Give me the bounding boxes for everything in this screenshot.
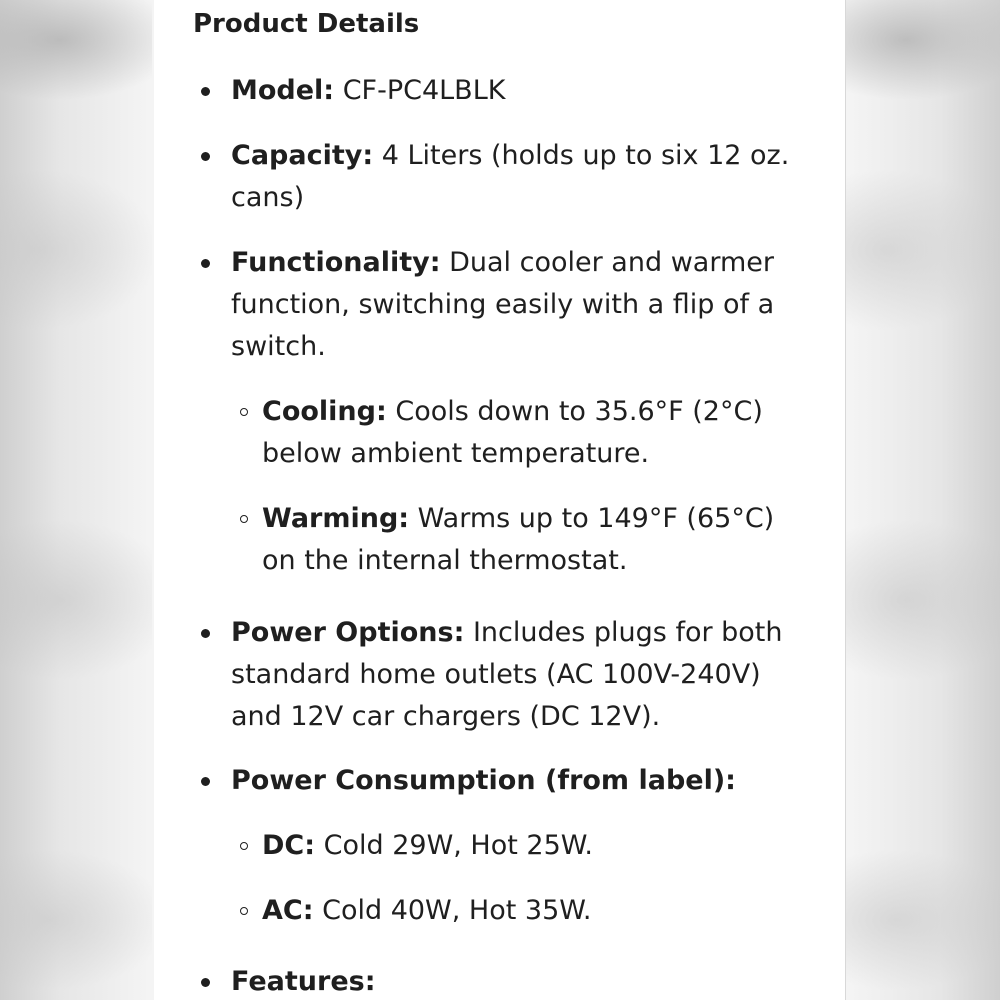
bullet-icon <box>201 777 210 786</box>
sub-item-label: DC: <box>262 830 316 861</box>
item-label: Power Options: <box>231 617 465 648</box>
sub-item-text: Warms up to 149°F (65°C) on the internal thermostat. <box>262 503 775 576</box>
item-text: CF-PC4LBLK <box>334 75 506 106</box>
sub-item-warming <box>231 498 806 582</box>
sub-item-text: Cools down to 35.6°F (2°C) below ambient temperature. <box>262 396 763 469</box>
item-text: Dual cooler and warmer function, switching easily with a flip of a switch. <box>231 247 775 362</box>
bullet-icon <box>201 978 210 987</box>
bullet-icon <box>201 152 210 161</box>
bullet-icon <box>201 259 210 268</box>
item-label: Features: <box>231 966 376 997</box>
sub-item-label: Cooling: <box>262 396 387 427</box>
sub-item-cooling <box>231 391 806 475</box>
item-text: Includes plugs for both standard home outlets (AC 100V-240V) and 12V car chargers (DC 12V). <box>231 617 783 732</box>
list-item-features <box>154 961 846 1000</box>
list-item-power-consumption <box>154 760 846 932</box>
list-item-model <box>154 70 846 112</box>
item-label: Capacity: <box>231 140 374 171</box>
item-label: Functionality: <box>231 247 441 278</box>
bullet-icon <box>201 87 210 96</box>
blurred-background-right <box>846 0 1000 1000</box>
item-label: Model: <box>231 75 335 106</box>
sub-item-label: Warming: <box>262 503 410 534</box>
hollow-bullet-icon <box>240 515 248 523</box>
list-item-functionality <box>154 242 846 582</box>
sub-list <box>231 391 806 582</box>
sub-list <box>231 825 806 932</box>
hollow-bullet-icon <box>240 907 248 915</box>
sub-item-label: AC: <box>262 895 314 926</box>
bullet-icon <box>201 629 210 638</box>
item-label: Power Consumption (from label): <box>231 765 736 796</box>
sub-item-text: Cold 29W, Hot 25W. <box>315 830 593 861</box>
item-text: 4 Liters (holds up to six 12 oz. cans) <box>231 140 790 213</box>
hollow-bullet-icon <box>240 408 248 416</box>
sub-item-text: Cold 40W, Hot 35W. <box>313 895 592 926</box>
content-panel <box>154 0 846 1000</box>
section-heading: Product Details <box>193 9 420 39</box>
blurred-background-left <box>0 0 152 1000</box>
sub-item-dc <box>231 825 806 867</box>
list-item-power-options <box>154 612 846 738</box>
details-list <box>154 70 846 1000</box>
sub-item-ac <box>231 890 806 932</box>
list-item-capacity <box>154 135 846 219</box>
hollow-bullet-icon <box>240 842 248 850</box>
